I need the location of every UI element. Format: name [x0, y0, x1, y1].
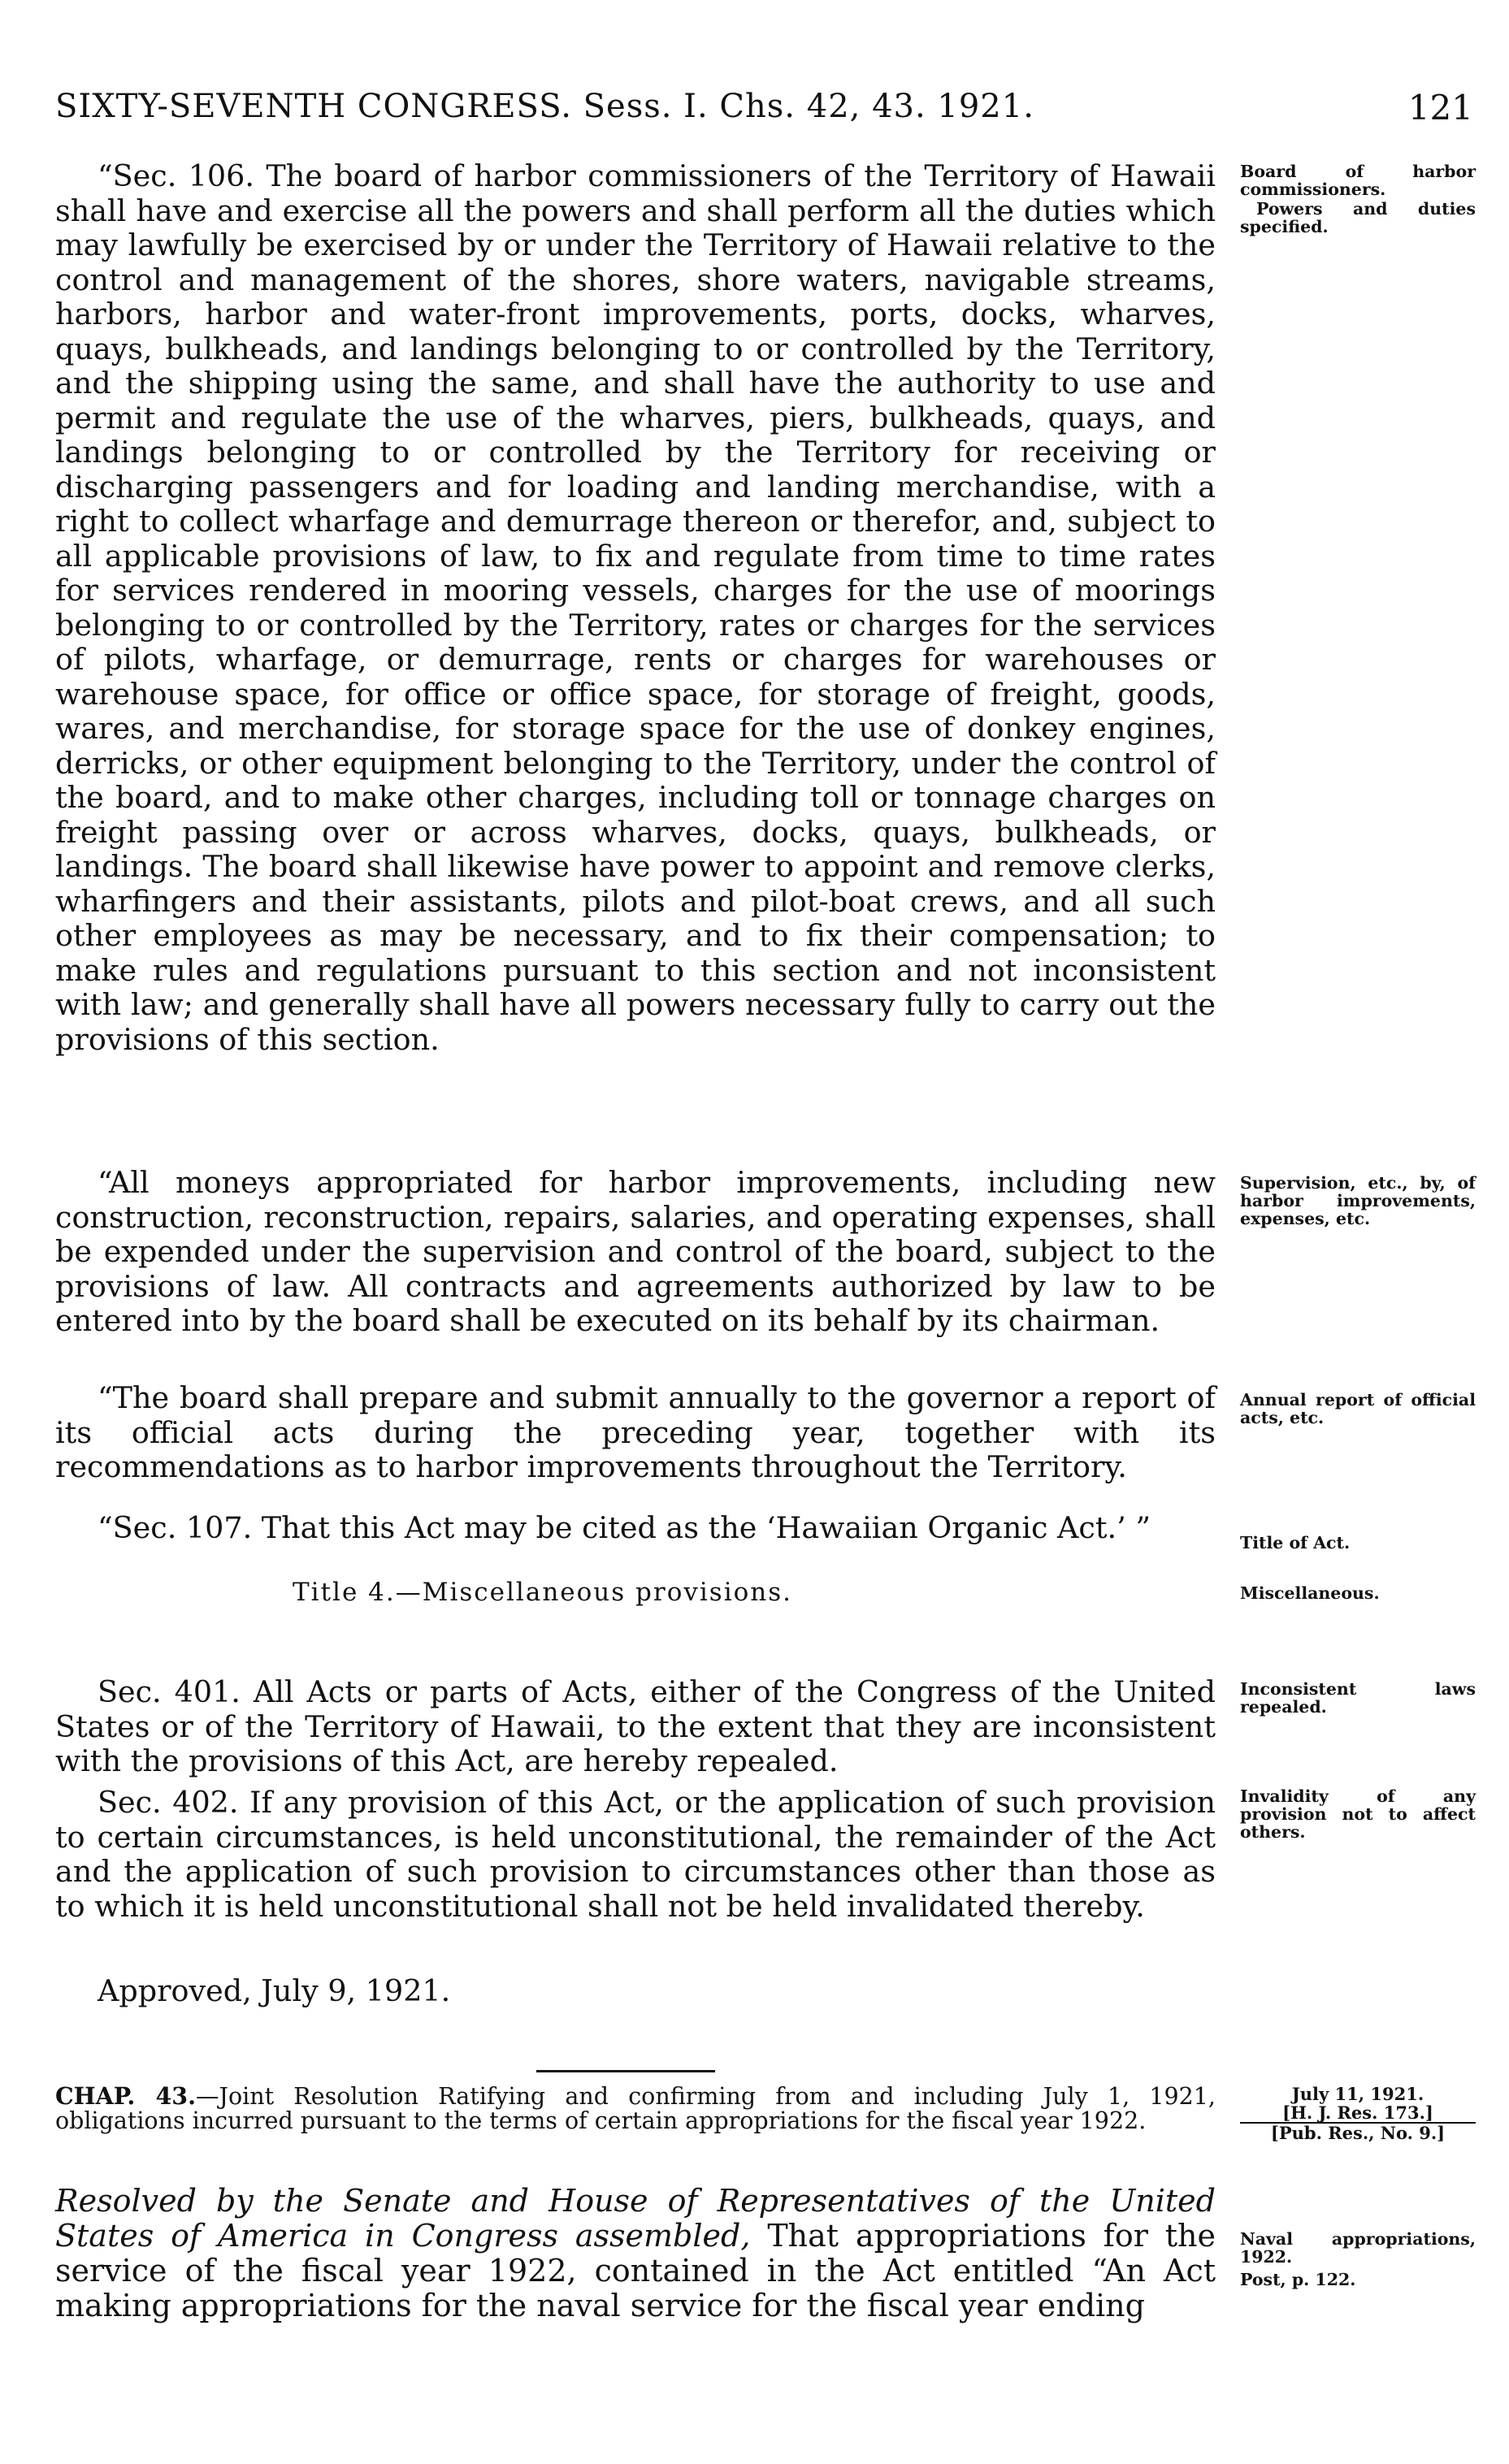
margin-note-invalidity: Invalidity of any provision not to affect others. — [1240, 1786, 1476, 1842]
margin-note-title-of-act: Title of Act. — [1240, 1533, 1351, 1552]
resolution-text: That appropriations for the service of the fiscal year 1922, contained in the Act entitled “An Act making appropriations for the naval service for the fiscal year ending — [55, 2218, 1216, 2323]
section-divider — [536, 2070, 715, 2072]
sec401-paragraph: Sec. 401. All Acts or parts of Acts, either of the Congress of the United States or of the Territory of Hawaii, to the extent that they are inconsistent with the provisions of this Act, are hereby repealed. — [55, 1674, 1216, 1778]
sec402-paragraph: Sec. 402. If any provision of this Act, or the application of such provision to certain circumstances, is held unconstitutional, the remainder of the Act and the application of such provision to circumstances other than those as to which it is held unconstitutional shall not be held invalidated thereby. — [55, 1785, 1216, 1924]
margin-note-annual-report: Annual report of official acts, etc. — [1240, 1390, 1476, 1427]
page-number: 121 — [1407, 88, 1473, 128]
report-paragraph: “The board shall prepare and submit annually to the governor a report of its official acts during the preceding year, together with its recommendations as to harbor improvements throughout the Territory. — [55, 1380, 1216, 1484]
report-block — [55, 1381, 1216, 1485]
sec401-block — [55, 1675, 1216, 1779]
margin-note-powers: Powers and duties specified. — [1240, 199, 1476, 236]
margin-note-inconsistent: Inconsistent laws repealed. — [1240, 1679, 1476, 1717]
chapter-description: —Joint Resolution Ratifying and confirming from and including July 1, 1921, obligations incurred pursuant to the terms of certain appropriations for the fiscal year 1922. — [55, 2083, 1216, 2134]
resolution-paragraph — [55, 2184, 1216, 2323]
margin-note-board: Board of harbor commissioners. — [1240, 162, 1476, 199]
chapter-43-date-block — [1240, 2085, 1476, 2142]
resolving-clause: Resolved by the Senate and House of Representatives of the United States of America in Congress assembled, — [55, 2183, 1216, 2254]
chapter-date: July 11, 1921. — [1291, 2084, 1424, 2104]
pubres-ref: [Pub. Res., No. 9.] — [1270, 2123, 1446, 2143]
margin-note-naval: Naval appropriations, 1922. — [1240, 2229, 1476, 2267]
running-title: SIXTY-SEVENTH CONGRESS. Sess. I. Chs. 42, 43. 1921. — [55, 88, 1034, 125]
approved-line: Approved, July 9, 1921. — [98, 1973, 451, 2008]
page-header — [55, 88, 1473, 136]
margin-note-miscellaneous: Miscellaneous. — [1240, 1583, 1380, 1603]
chapter-43-heading — [55, 2084, 1216, 2133]
sec107-paragraph: “Sec. 107. That this Act may be cited as the ‘Hawaiian Organic Act.’ ” — [98, 1510, 1151, 1545]
sec106-paragraph: “Sec. 106. The board of harbor commissioners of the Territory of Hawaii shall have and exercise all the powers and shall perform all the duties which may lawfully be exercised by or under the Territory of Hawaii relative to the control and management of the shores, shore waters, navigable streams, harbors, harbor and water-front improvements, ports, docks, wharves, quays, bulkheads, and landings belonging to or controlled by the Territory, and the shipping using the same, and shall have the authority to use and permit and regulate the use of the wharves, piers, bulkheads, quays, and landings belonging to or controlled by the Territory for receiving or discharging passengers and for loading and landing merchandise, with a right to collect wharfage and demurrage thereon or therefor, and, subject to all applicable provisions of law, to fix and regulate from time to time rates for services rendered in mooring vessels, charges for the use of moorings belonging to or controlled by the Territory, rates or charges for the services of pilots, wharfage, or demurrage, rents or charges for warehouses or warehouse space, for office or office space, for storage of freight, goods, wares, and merchandise, for storage space for the use of donkey engines, derricks, or other equipment belonging to the Territory, under the control of the board, and to make other charges, including toll or tonnage charges on freight passing over or across wharves, docks, quays, bulkheads, or landings. The board shall likewise have power to appoint and remove clerks, wharfingers and their assistants, pilots and pilot-boat crews, and all such other employees as may be necessary, and to fix their compensation; to make rules and regulations pursuant to this section and not inconsistent with law; and generally shall have all powers necessary fully to carry out the provisions of this section. — [55, 158, 1216, 1057]
margin-note-post: Post, p. 122. — [1240, 2270, 1356, 2289]
margin-note-supervision: Supervision, etc., by, of harbor improvements, expenses, etc. — [1240, 1173, 1476, 1228]
hjres-ref: [H. J. Res. 173.] — [1240, 2103, 1476, 2124]
chapter-label: CHAP. 43. — [55, 2082, 197, 2110]
moneys-block — [55, 1166, 1216, 1339]
moneys-paragraph: “All moneys appropriated for harbor improvements, including new construction, reconstruction, repairs, salaries, and operating expenses, shall be expended under the supervision and control of the board, subject to the provisions of law. All contracts and agreements authorized by law to be entered into by the board shall be executed on its behalf by its chairman. — [55, 1165, 1216, 1338]
approved-block — [55, 1974, 1216, 2009]
sec107-block — [55, 1511, 1216, 1546]
sec402-block — [55, 1786, 1216, 1924]
section-106 — [55, 159, 1216, 1057]
title-4-heading: Title 4.—Miscellaneous provisions. — [293, 1578, 792, 1607]
